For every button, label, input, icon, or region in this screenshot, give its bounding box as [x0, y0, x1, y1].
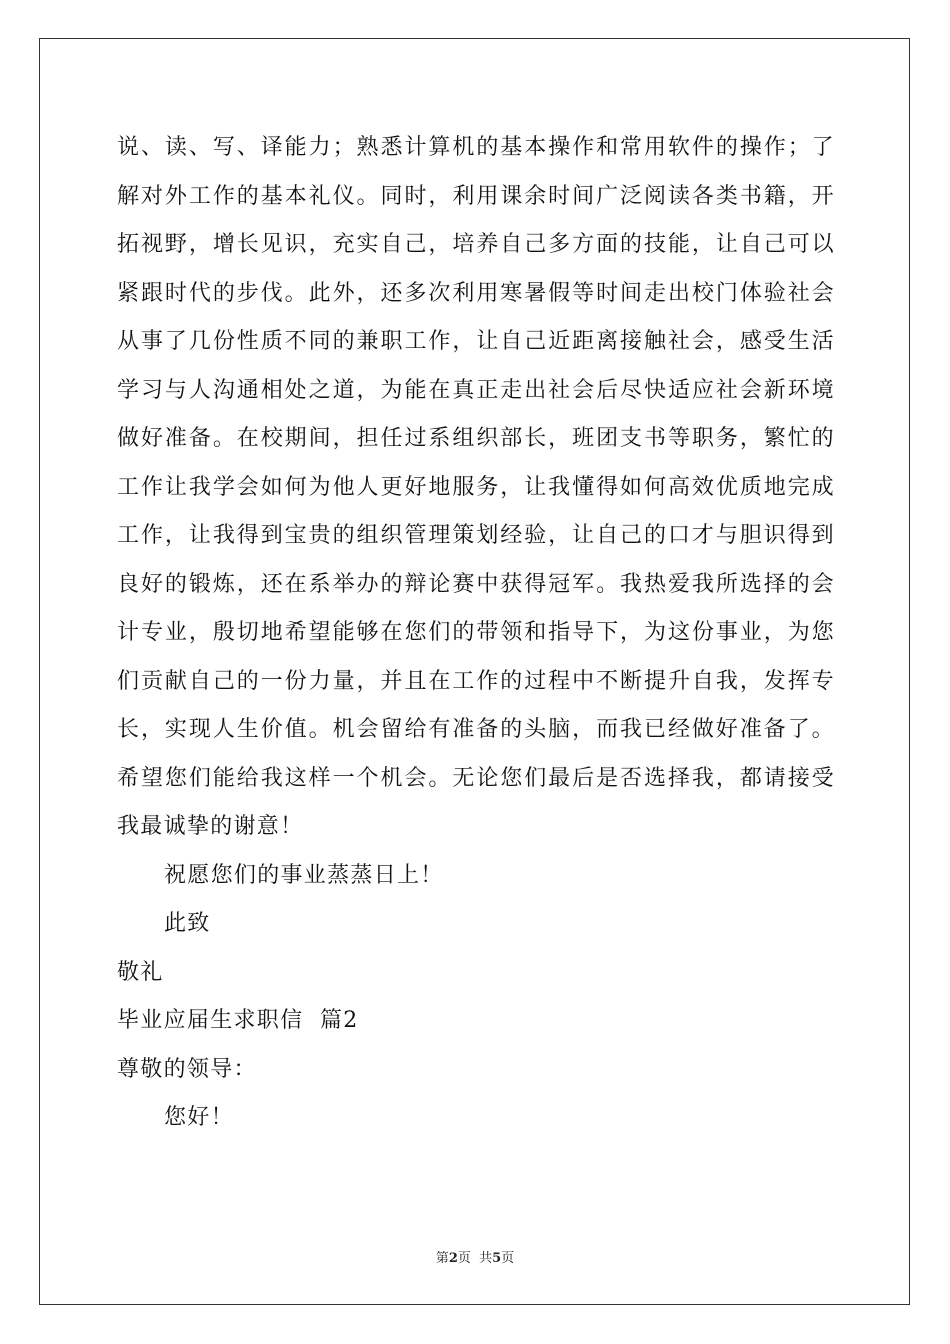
body-line: 说、读、写、译能力；熟悉计算机的基本操作和常用软件的操作；了	[117, 135, 835, 160]
body-line: 从事了几份性质不同的兼职工作，让自己近距离接触社会，感受生活	[117, 329, 835, 354]
page-prefix: 第	[435, 1251, 449, 1266]
wish-line: 祝愿您们的事业蒸蒸日上！	[164, 862, 444, 888]
body-line: 紧跟时代的步伐。此外，还多次利用寒暑假等时间走出校门体验社会	[117, 280, 835, 306]
body-line: 长，实现人生价值。机会留给有准备的头脑，而我已经做好准备了。	[117, 717, 835, 742]
body-line: 良好的锻炼，还在系举办的辩论赛中获得冠军。我热爱我所选择的会	[117, 571, 835, 597]
document-body	[117, 124, 835, 1143]
page-suffix: 页	[501, 1251, 515, 1266]
body-line: 工作，让我得到宝贵的组织管理策划经验，让自己的口才与胆识得到	[117, 523, 835, 548]
page-total: 5	[492, 1251, 502, 1266]
body-line: 解对外工作的基本礼仪。同时，利用课余时间广泛阅读各类书籍，开	[117, 183, 835, 209]
salute-line: 敬礼	[117, 959, 164, 985]
body-line: 学习与人沟通相处之道，为能在真正走出社会后尽快适应社会新环境	[117, 377, 835, 403]
body-line: 计专业，殷切地希望能够在您们的带领和指导下，为这份事业，为您	[117, 620, 835, 645]
body-line-last: 我最诚挚的谢意！	[117, 814, 304, 839]
body-line: 们贡献自己的一份力量，并且在工作的过程中不断提升自我，发挥专	[117, 668, 835, 694]
body-line: 做好准备。在校期间，担任过系组织部长，班团支书等职务，繁忙的	[117, 426, 835, 451]
closing-line: 此致	[164, 911, 211, 936]
greeting-to: 尊敬的领导：	[117, 1056, 257, 1082]
page-mid: 页 共	[457, 1251, 493, 1266]
hello-line: 您好！	[164, 1105, 234, 1130]
body-line: 希望您们能给我这样一个机会。无论您们最后是否选择我，都请接受	[117, 765, 835, 791]
body-line: 工作让我学会如何为他人更好地服务，让我懂得如何高效优质地完成	[117, 474, 835, 500]
page-current: 2	[448, 1251, 458, 1266]
page-footer	[0, 1247, 950, 1266]
section-title: 毕业应届生求职信 篇2	[117, 1008, 359, 1033]
body-line: 拓视野，增长见识，充实自己，培养自己多方面的技能，让自己可以	[117, 232, 835, 257]
